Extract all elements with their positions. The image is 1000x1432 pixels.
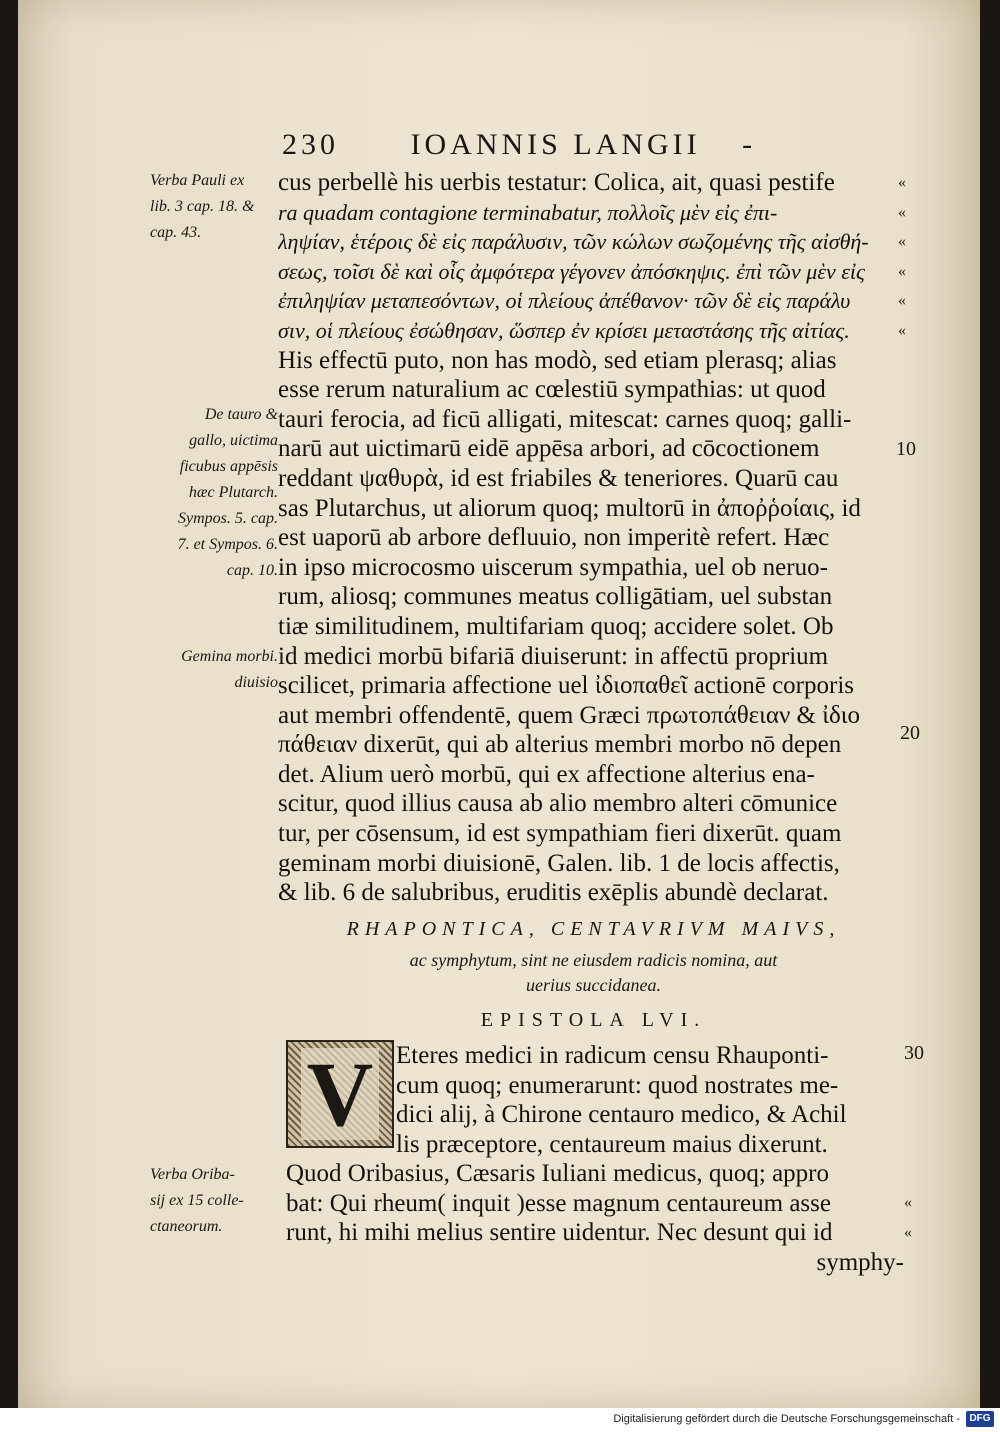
margin-note-pauli (150, 168, 280, 246)
quote-mark: « (898, 321, 906, 339)
text-line: id medici morbū bifariā diuiserunt: in affectū proprium (278, 642, 829, 670)
quote-mark: « (904, 1223, 912, 1241)
text-line: sas Plutarchus, ut aliorum quoq; multorū in ἀποῤῥοίαις, id (278, 494, 861, 522)
text-line: geminam morbi diuisionē, Galen. lib. 1 de locis affectis, (278, 849, 840, 877)
margin-note-line: cap. 10. (226, 562, 278, 579)
margin-note-line: sij ex 15 colle- (150, 1192, 244, 1209)
line-number-20: 20 (900, 722, 920, 744)
letter-text-continued (286, 1159, 904, 1277)
text-line: scitur, quod illius causa ab alio membro alteri cōmunice (278, 790, 838, 818)
margin-note-line: Gemina morbi. (181, 648, 278, 665)
text-line: σεως, τοῖσι δὲ καὶ οἷς ἀμφότερα γέγονεν ἀπόσκηψις. ἐπὶ τῶν μὲν εἰς (278, 258, 865, 284)
text-line: narū aut uictimarū eidē appēsa arbori, ad cōcoctionem (278, 435, 820, 463)
margin-note-line: ficubus appēsis (179, 458, 278, 475)
epistola-heading: EPISTOLA LVI. (480, 1009, 707, 1031)
text-line: runt, hi mihi melius sentire uidentur. Nec desunt qui id (286, 1219, 833, 1247)
margin-note-line: gallo, uictima (189, 432, 278, 449)
line-number-30: 30 (904, 1042, 924, 1064)
initial-letter: V (301, 1048, 379, 1140)
text-line: rum, aliosq; communes meatus colligātiam, uel substan (278, 583, 833, 611)
margin-note-gemina (150, 644, 278, 696)
text-line: cus perbellè his uerbis testatur: Colica, ait, quasi pestife (278, 169, 835, 196)
margin-note-line: cap. 43. (150, 224, 202, 241)
quote-marks-column-bottom (904, 1188, 912, 1247)
section-subtitle-2: uerius succidanea. (526, 975, 661, 995)
text-line: ἐπιληψίαν μεταπεσόντων, οἱ πλείους ἀπέθανον· τῶν δὲ εἰς παράλυ (278, 288, 851, 314)
text-line: scilicet, primaria affectione uel ἰδιοπαθεῖ actionē corporis (278, 672, 855, 700)
text-line: Eteres medici in radicum censu Rhauponti- (396, 1042, 829, 1069)
quote-mark: « (898, 292, 906, 310)
text-line: σιν, οἱ πλείους ἐσώθησαν, ὥσπερ ἐν κρίσει μεταστάσης τῆς αἰτίας. (278, 317, 850, 343)
text-line: dici alij, à Chirone centauro medico, & Achil (396, 1101, 847, 1129)
margin-note-oribasius (150, 1162, 276, 1240)
section-title: RHAPONTICA, CENTAVRIVM MAIVS, (346, 918, 841, 940)
text-line: aut membri offendentē, quem Græci πρωτοπάθειαν & ἰδιο (278, 701, 860, 729)
margin-note-line: De tauro & (204, 406, 278, 423)
margin-note-line: Verba Oriba- (150, 1166, 235, 1183)
margin-note-line: diuisio (234, 674, 278, 691)
text-line: His effectū puto, non has modò, sed etiam plerasq; alias (278, 346, 837, 374)
decorated-initial (286, 1040, 394, 1148)
margin-note-line: 7. et Sympos. 6. (177, 536, 278, 553)
section-subtitle-1: ac symphytum, sint ne eiusdem radicis nomina, aut (409, 950, 778, 970)
text-line: est uaporū ab arbore defluuio, non imperitè refert. Hæc (278, 524, 830, 552)
text-line: det. Alium uerò morbū, qui ex affectione alterius ena- (278, 760, 815, 788)
running-title: IOANNIS LANGII (410, 128, 701, 161)
text-line: reddant ψαθυρὰ, id est friabiles & teneriores. Quarū cau (278, 464, 839, 492)
text-line: esse rerum naturalium ac cœlestiū sympathias: ut quod (278, 376, 826, 404)
quote-mark: « (904, 1194, 912, 1211)
quote-mark: « (898, 203, 906, 221)
margin-note-tauro (150, 402, 278, 584)
quote-marks-column (898, 168, 906, 346)
text-line: ra quadam contagione terminabatur, πολλοῖς μὲν εἰς ἐπι- (278, 199, 778, 225)
dfg-logo: DFG (966, 1411, 994, 1427)
quote-mark: « (898, 233, 906, 251)
text-line: tiæ similitudinem, multifariam quoq; accidere solet. Ob (278, 612, 834, 640)
page-number: 230 (282, 128, 339, 161)
catchword: symphy- (816, 1248, 904, 1276)
text-line: lis præceptore, centaureum maius dixerunt. (396, 1130, 828, 1158)
quote-mark: « (898, 262, 906, 280)
text-line: & lib. 6 de salubribus, eruditis exēplis abundè declarat. (278, 879, 829, 907)
header-dash: - (742, 128, 757, 161)
text-line: ληψίαν, ἑτέροις δὲ εἰς παράλυσιν, τῶν κώλων σωζομένης τῆς αἰσθή- (278, 229, 869, 255)
footer-credit: Digitalisierung gefördert durch die Deutsche Forschungsgemeinschaft - (613, 1413, 960, 1425)
quote-mark: « (898, 174, 906, 191)
main-text-block (278, 168, 903, 908)
margin-note-line: lib. 3 cap. 18. & (150, 198, 255, 215)
text-line: Quod Oribasius, Cæsaris Iuliani medicus, quoq; appro (286, 1160, 829, 1187)
margin-note-line: Verba Pauli ex (150, 172, 245, 189)
text-line: tauri ferocia, ad ficū alligati, mitescat: carnes quoq; galli- (278, 405, 852, 433)
text-line: in ipso microcosmo uiscerum sympathia, uel ob neruo- (278, 553, 828, 581)
margin-note-line: hæc Plutarch. (188, 484, 278, 501)
margin-note-line: ctaneorum. (150, 1218, 223, 1235)
running-header (282, 128, 756, 162)
line-number-10: 10 (896, 438, 916, 460)
letter-text-beside-initial (396, 1041, 904, 1159)
text-line: πάθειαν dixerūt, qui ab alterius membri morbo nō depen (278, 731, 842, 759)
text-line: cum quoq; enumerarunt: quod nostrates me- (396, 1071, 839, 1099)
text-line: bat: Qui rheum( inquit )esse magnum centaureum asse (286, 1189, 831, 1217)
text-line: tur, per cōsensum, id est sympathiam fieri dixerūt. quam (278, 820, 842, 848)
margin-note-line: Sympos. 5. cap. (178, 510, 278, 527)
